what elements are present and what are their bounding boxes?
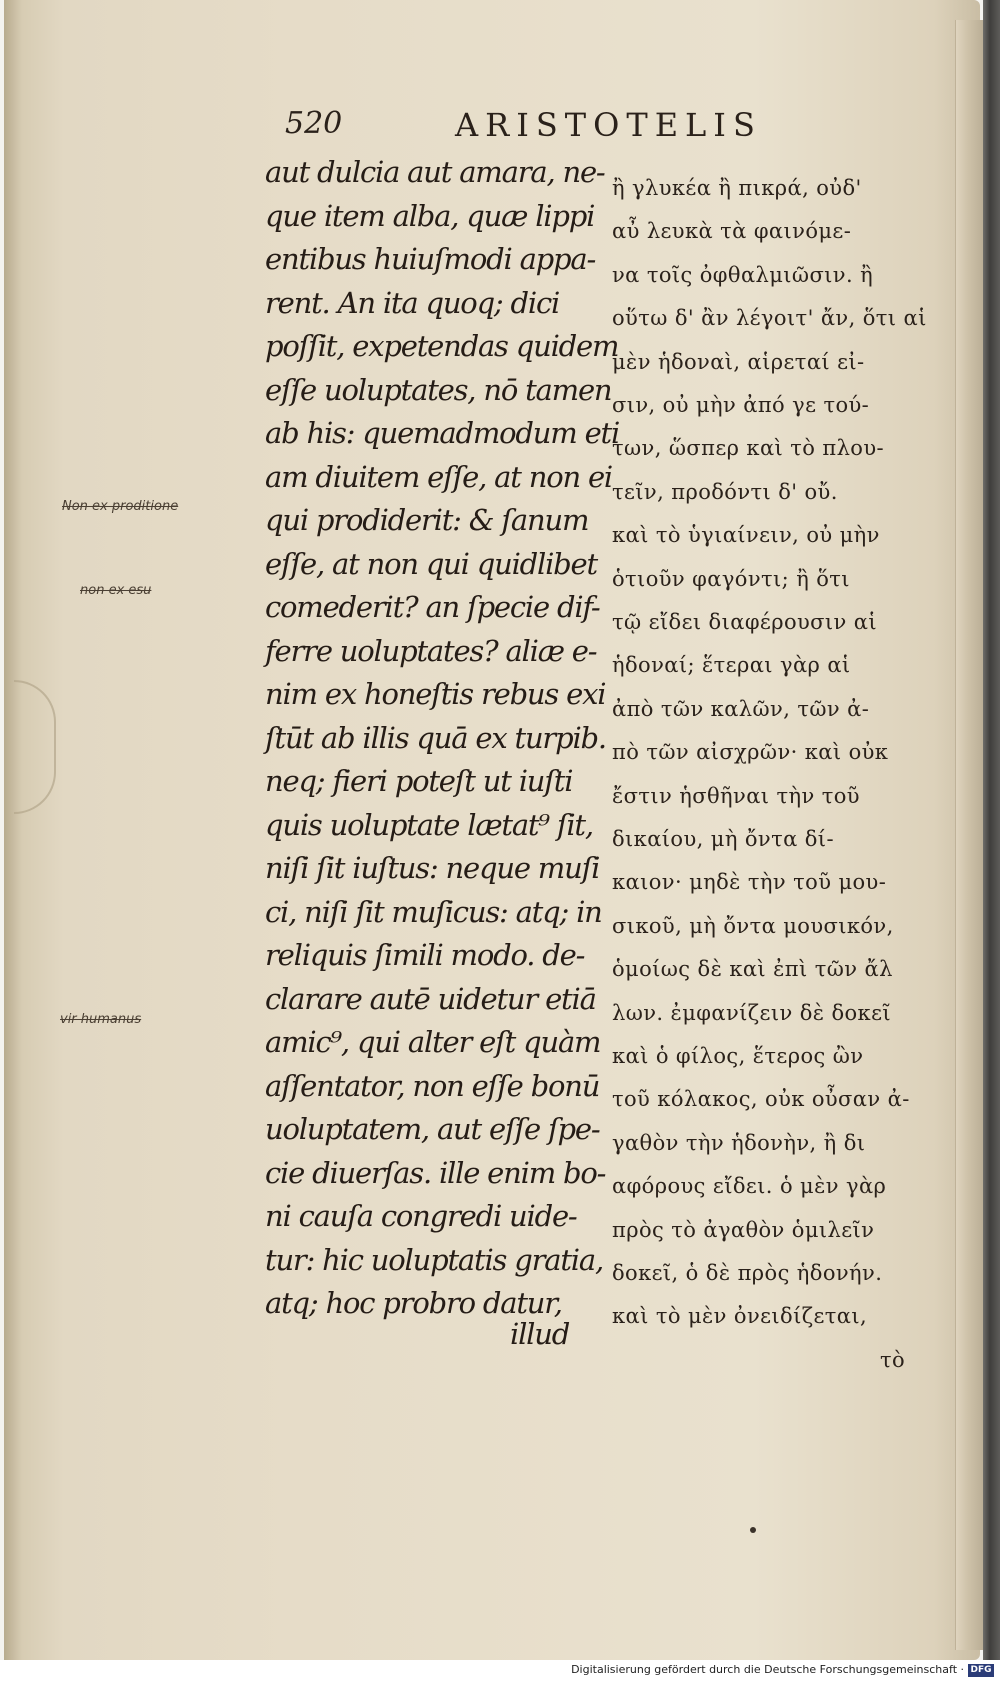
latin-text-line: ci, niſi ſit muſicus: atq; in bbox=[265, 894, 602, 929]
greek-text-line: καὶ τὸ μὲν ὀνειδίζεται, bbox=[612, 1304, 868, 1329]
greek-text-line: αφόρους εἴδει. ὁ μὲν γὰρ bbox=[612, 1174, 887, 1199]
greek-text-line: τεῖν, προδόντι δ' οὔ. bbox=[612, 479, 838, 504]
latin-text-line: rent. An ita quoq; dici bbox=[265, 285, 560, 320]
greek-text-line: αὖ λευκὰ τὰ φαινόμε- bbox=[612, 219, 852, 244]
greek-text-line: ἢ γλυκέα ἢ πικρά, οὐδ' bbox=[612, 176, 862, 200]
latin-text-line: ſtūt ab illis quā ex turpib. bbox=[265, 720, 606, 755]
page-fold-edge bbox=[955, 20, 984, 1650]
greek-text-line: δοκεῖ, ὁ δὲ πρὸς ἡδονήν. bbox=[612, 1261, 883, 1285]
greek-text-line: ἡδοναί; ἕτεραι γὰρ αἱ bbox=[612, 653, 851, 678]
latin-text-line: entibus huiuſmodi appa- bbox=[265, 242, 596, 276]
greek-text-line: των, ὥσπερ καὶ τὸ πλου- bbox=[612, 436, 884, 461]
latin-text-line: ferre uoluptates? aliæ e- bbox=[265, 633, 597, 668]
latin-text-line: reliquis ſimili modo. de- bbox=[265, 938, 585, 972]
footer-credit: Digitalisierung gefördert durch die Deutsche Forschungsgemeinschaft · bbox=[571, 1663, 964, 1676]
greek-text-line: ὁτιοῦν φαγόντι; ἢ ὅτι bbox=[612, 566, 850, 591]
latin-text-line: aut dulcia aut amara, ne- bbox=[265, 155, 605, 189]
latin-catchword: illud bbox=[510, 1317, 570, 1351]
margin-note: Non ex proditione bbox=[62, 499, 179, 514]
latin-text-line: atq; hoc probro datur, bbox=[265, 1286, 562, 1320]
latin-text-line: eſſe, at non qui quidlibet bbox=[265, 546, 597, 581]
dfg-logo-icon: DFG bbox=[968, 1664, 994, 1677]
latin-text-line: ni cauſa congredi uide- bbox=[265, 1199, 577, 1233]
binding-edge bbox=[983, 0, 1000, 1681]
latin-text-line: ab his: quemadmodum eti bbox=[265, 416, 620, 450]
margin-note: vir humanus bbox=[60, 1012, 142, 1027]
greek-text-line: ἔστιν ἡσθῆναι τὴν τοῦ bbox=[612, 783, 860, 808]
running-head: ARISTOTELIS bbox=[455, 106, 762, 144]
latin-text-line: poſſit, expetendas quidem bbox=[265, 329, 619, 363]
greek-text-line: καιον· μηδὲ τὴν τοῦ μου- bbox=[612, 870, 887, 895]
greek-text-line: σιν, οὐ μὴν ἀπό γε τού- bbox=[612, 393, 870, 417]
latin-text-line: tur: hic uoluptatis gratia, bbox=[265, 1242, 603, 1277]
greek-text-line: τῷ εἴδει διαφέρουσιν αἱ bbox=[612, 610, 877, 634]
latin-text-line: niſi ſit iuſtus: neque muſi bbox=[265, 851, 600, 885]
greek-text-line: καὶ ὁ φίλος, ἕτερος ὢν bbox=[612, 1044, 864, 1068]
latin-text-line: uoluptatem, aut eſſe ſpe- bbox=[265, 1112, 600, 1146]
greek-text-line: γαθὸν τὴν ἡδονὴν, ἢ δι bbox=[612, 1130, 866, 1155]
page-number: 520 bbox=[285, 106, 343, 141]
greek-text-line: πρὸς τὸ ἀγαθὸν ὁμιλεῖν bbox=[612, 1217, 875, 1242]
greek-text-line: σικοῦ, μὴ ὄντα μουσικόν, bbox=[612, 913, 894, 938]
greek-text-line: να τοῖς ὀφθαλμιῶσιν. ἢ bbox=[612, 262, 874, 287]
latin-text-line: nim ex honeſtis rebus exi bbox=[265, 677, 606, 711]
latin-text-line: que item alba, quæ lippi bbox=[265, 198, 595, 233]
latin-text-line: aſſentator, non eſſe bonū bbox=[265, 1068, 600, 1103]
greek-text-line: ὁμοίως δὲ καὶ ἐπὶ τῶν ἄλ bbox=[612, 957, 893, 982]
latin-text-line: amic⁹, qui alter eſt quàm bbox=[265, 1025, 601, 1059]
ink-dot bbox=[750, 1527, 756, 1533]
greek-text-line: καὶ τὸ ὑγιαίνειν, οὐ μὴν bbox=[612, 523, 880, 548]
paper-ring-mark bbox=[14, 680, 56, 814]
latin-text-line: eſſe uoluptates, nō tamen bbox=[265, 372, 612, 407]
margin-note: non ex esu bbox=[80, 583, 152, 598]
latin-text-line: neq; fieri poteſt ut iuſti bbox=[265, 764, 573, 798]
latin-text-line: clarare autē uidetur etiā bbox=[265, 981, 596, 1016]
latin-text-line: comederit? an ſpecie dif- bbox=[265, 590, 600, 624]
latin-text-line: qui prodiderit: & ſanum bbox=[265, 503, 589, 537]
greek-text-line: οὕτω δ' ἂν λέγοιτ' ἄν, ὅτι αἱ bbox=[612, 306, 927, 331]
greek-text-line: δικαίου, μὴ ὄντα δί- bbox=[612, 827, 834, 851]
latin-text-line: quis uoluptate lætat⁹ ſit, bbox=[265, 807, 593, 842]
greek-text-line: πὸ τῶν αἰσχρῶν· καὶ οὐκ bbox=[612, 740, 889, 765]
latin-text-line: cie diuerſas. ille enim bo- bbox=[265, 1155, 606, 1190]
latin-text-line: am diuitem eſſe, at non ei bbox=[265, 459, 612, 494]
greek-text-line: τοῦ κόλακος, οὐκ οὖσαν ἀ- bbox=[612, 1087, 910, 1112]
greek-text-line: μὲν ἡδοναὶ, αἱρεταί εἰ- bbox=[612, 349, 865, 374]
greek-text-line: ἀπὸ τῶν καλῶν, τῶν ἀ- bbox=[612, 696, 870, 721]
greek-text-line: λων. ἐμφανίζειν δὲ δοκεῖ bbox=[612, 1000, 892, 1025]
greek-catchword: τὸ bbox=[880, 1348, 906, 1372]
